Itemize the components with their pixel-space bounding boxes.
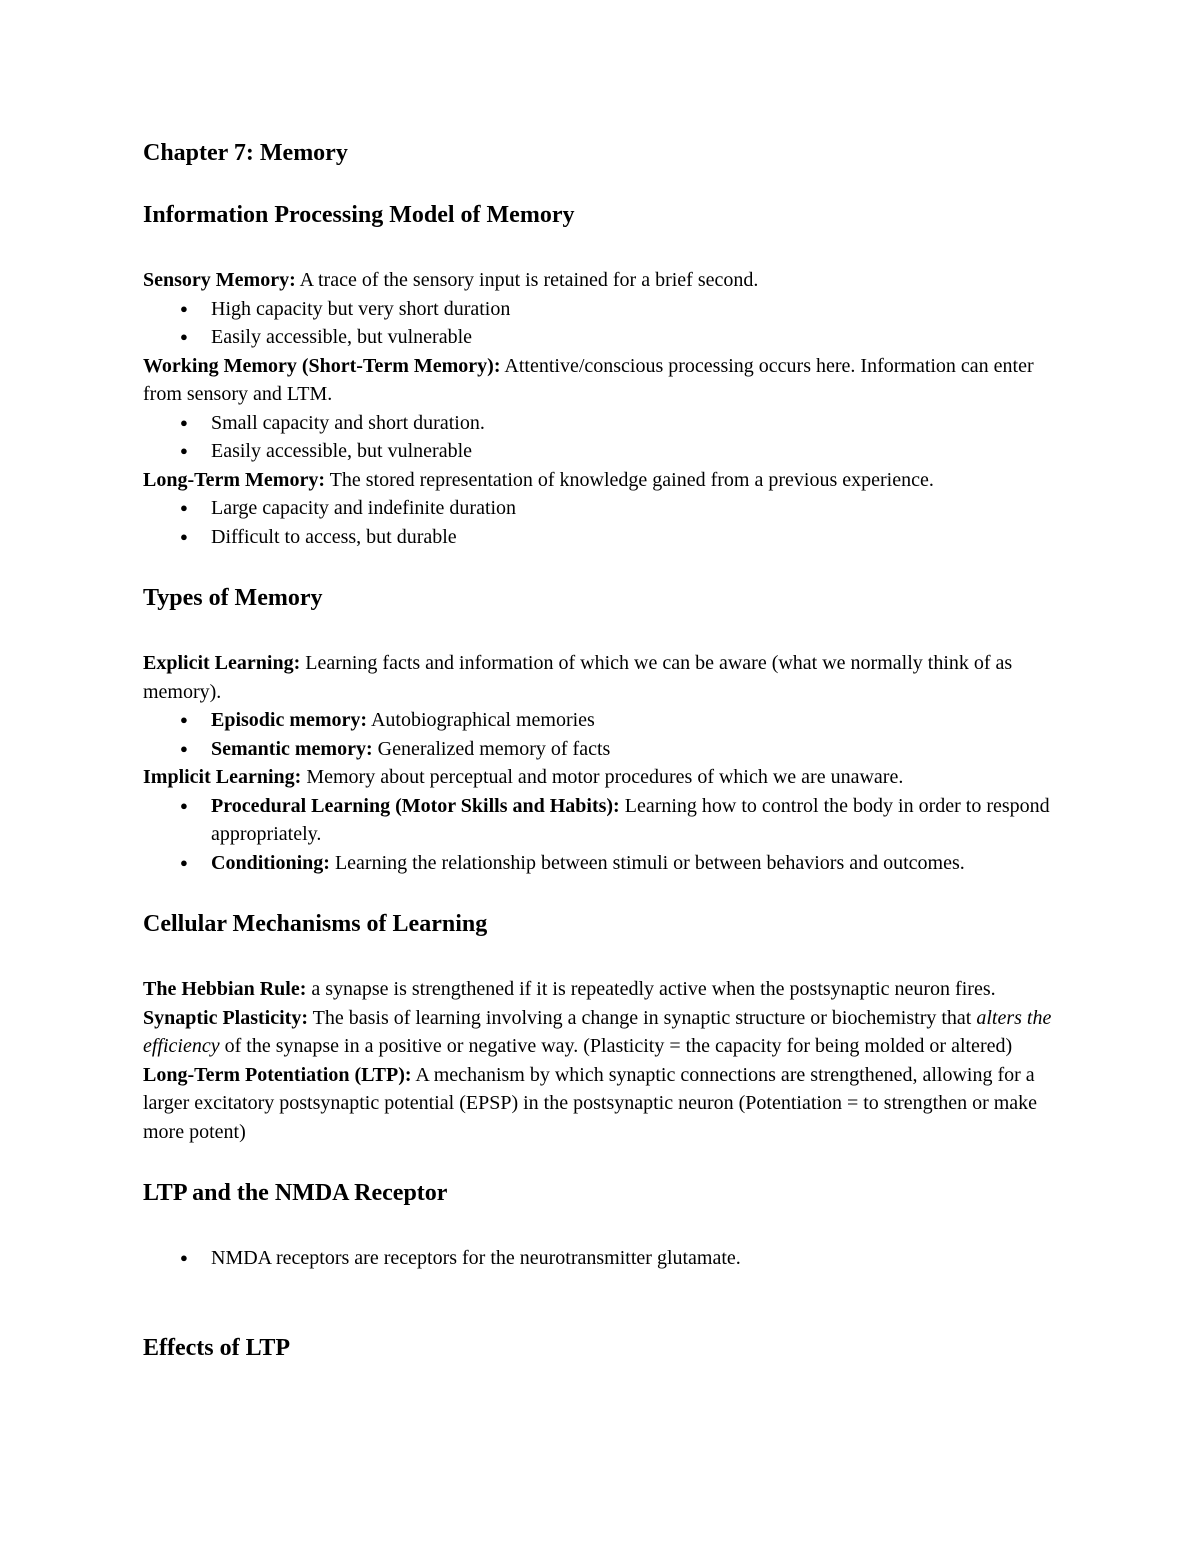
paragraph (143, 763, 1055, 792)
section-heading (143, 1333, 1055, 1363)
text-run: Procedural Learning (Motor Skills and Habits): (211, 794, 620, 817)
bullet-text (211, 523, 1055, 552)
bullet-text (211, 735, 1055, 764)
text-run: Memory about perceptual and motor procedures of which we are unaware. (301, 766, 904, 788)
bullet-icon: ● (180, 414, 188, 430)
bullet-text (211, 849, 1055, 878)
text-run: Small capacity and short duration. (211, 411, 485, 434)
vertical-spacer (143, 1273, 1055, 1301)
text-run: Semantic memory: (211, 737, 373, 760)
text-run: High capacity but very short duration (211, 297, 511, 320)
text-run: Long-Term Memory: (143, 468, 325, 491)
text-run: NMDA receptors are receptors for the neurotransmitter glutamate. (211, 1247, 741, 1269)
bullet-item (143, 323, 1055, 352)
text-run: A trace of the sensory input is retained for a brief second. (295, 269, 759, 291)
text-run: Chapter 7: Memory (143, 140, 348, 166)
text-run: Explicit Learning: (143, 652, 301, 674)
text-run: Conditioning: (211, 851, 330, 874)
text-run: alters the efficiency (143, 1006, 1052, 1057)
text-run: Learning the relationship between stimuli or between behaviors and outcomes. (329, 851, 965, 874)
bullet-item (143, 494, 1055, 523)
bullet-text (211, 1244, 1055, 1273)
text-run: Synaptic Plasticity: (143, 1006, 308, 1029)
bullet-text (211, 295, 1055, 324)
text-run: The stored representation of knowledge gained from a previous experience. (325, 468, 934, 491)
text-run: Learning how to control the body in order to respond appropriately. (211, 794, 1050, 845)
text-run: Types of Memory (143, 585, 323, 611)
document-content (143, 138, 1055, 1363)
text-run: The basis of learning involving a change in synaptic structure or biochemistry that (308, 1006, 977, 1029)
bullet-item (143, 523, 1055, 552)
section-heading (143, 583, 1055, 613)
bullet-icon: ● (180, 1250, 188, 1265)
text-run: Large capacity and indefinite duration (211, 497, 517, 519)
text-run: Attentive/conscious processing occurs here. Information can enter from sensory and LTM. (143, 354, 1034, 405)
bullet-icon: ● (180, 854, 188, 870)
text-run: Difficult to access, but durable (211, 525, 457, 548)
paragraph (143, 266, 1055, 295)
text-run: Implicit Learning: (143, 766, 302, 788)
bullet-text (211, 706, 1055, 735)
bullet-item (143, 706, 1055, 735)
bullet-text (211, 409, 1055, 438)
section-heading (143, 200, 1055, 230)
bullet-icon: ● (180, 443, 188, 458)
bullet-icon: ● (180, 528, 188, 544)
document-title (143, 138, 1055, 168)
text-run: Generalized memory of facts (372, 737, 611, 760)
bullet-icon: ● (180, 797, 188, 813)
section-heading (143, 909, 1055, 939)
text-run: Information Processing Model of Memory (143, 202, 575, 228)
text-run: The Hebbian Rule: (143, 978, 307, 1000)
text-run: Easily accessible, but vulnerable (211, 440, 473, 462)
bullet-icon: ● (180, 712, 188, 727)
text-run: LTP and the NMDA Receptor (143, 1180, 448, 1206)
paragraph (143, 1004, 1055, 1061)
paragraph (143, 975, 1055, 1004)
text-run: A mechanism by which synaptic connections are strengthened, allowing for a larger excitatory postsynaptic potential (EPSP) in the postsynaptic neuron (Potentiation = to strengthen or make more potent) (143, 1063, 1038, 1143)
bullet-item (143, 849, 1055, 878)
bullet-item (143, 792, 1055, 849)
bullet-icon: ● (180, 500, 188, 515)
bullet-item (143, 1244, 1055, 1273)
text-run: Sensory Memory: (143, 269, 296, 291)
bullet-item (143, 295, 1055, 324)
bullet-text (211, 792, 1055, 849)
bullet-text (211, 323, 1055, 352)
bullet-text (211, 437, 1055, 466)
bullet-item (143, 437, 1055, 466)
bullet-icon: ● (180, 300, 188, 316)
section-heading (143, 1178, 1055, 1208)
text-run: a synapse is strengthened if it is repeatedly active when the postsynaptic neuron fires. (306, 978, 996, 1000)
text-run: Long-Term Potentiation (LTP): (143, 1063, 412, 1086)
text-run: Learning facts and information of which we can be aware (what we normally think of as memory). (143, 652, 1013, 703)
paragraph (143, 649, 1055, 706)
paragraph (143, 466, 1055, 495)
text-run: Effects of LTP (143, 1334, 291, 1361)
paragraph (143, 1061, 1055, 1147)
paragraph (143, 352, 1055, 409)
bullet-item (143, 409, 1055, 438)
bullet-icon: ● (180, 740, 188, 756)
text-run: Autobiographical memories (367, 709, 595, 731)
text-run: Working Memory (Short-Term Memory): (143, 354, 501, 377)
bullet-item (143, 735, 1055, 764)
bullet-icon: ● (180, 329, 188, 344)
text-run: Episodic memory: (211, 709, 368, 731)
text-run: of the synapse in a positive or negative way. (Plasticity = the capacity for being molded or altered) (219, 1035, 1013, 1057)
bullet-text (211, 494, 1055, 523)
text-run: Cellular Mechanisms of Learning (143, 911, 488, 937)
text-run: Easily accessible, but vulnerable (211, 326, 473, 348)
